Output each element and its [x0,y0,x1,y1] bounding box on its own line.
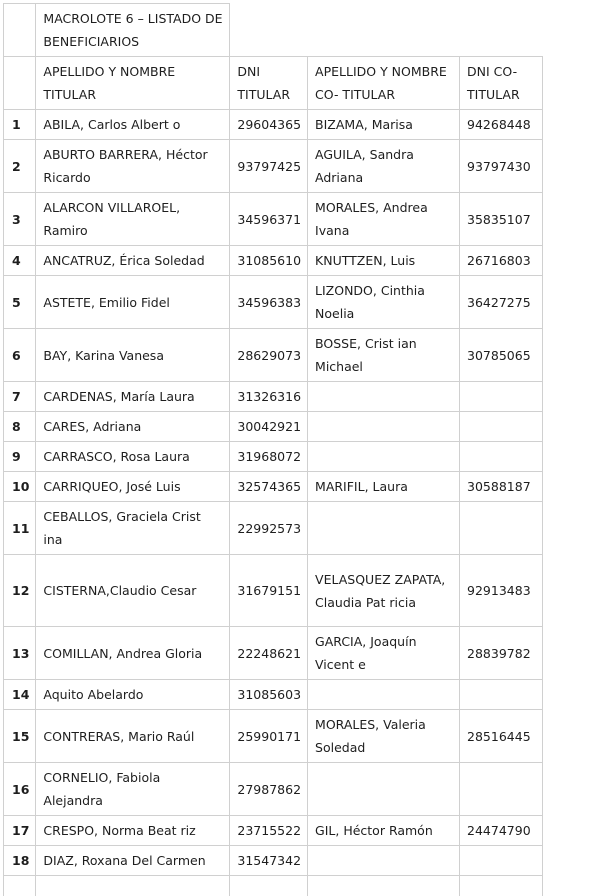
titular-dni: 22248621 [230,627,308,680]
cotitular-dni [460,412,543,442]
cotitular-name: VELASQUEZ ZAPATA, Claudia Pat ricia [308,555,460,627]
header-dni-cotitular: DNI CO- TITULAR [460,57,543,110]
titular-name: DIAZ, Roxana Del Carmen [36,846,230,876]
cotitular-name: MORALES, Andrea Ivana [308,193,460,246]
cotitular-name [308,412,460,442]
cotitular-name [308,680,460,710]
cotitular-name: AGUILA, Sandra Adriana [308,140,460,193]
titular-dni: 31547342 [230,846,308,876]
cotitular-dni [460,502,543,555]
cotitular-name: LIZONDO, Cinthia Noelia [308,276,460,329]
cotitular-dni: 28516445 [460,710,543,763]
titular-name: CONTRERAS, Mario Raúl [36,710,230,763]
titular-dni: 30042921 [230,412,308,442]
row-number: 15 [4,710,36,763]
header-num [4,57,36,110]
cotitular-dni [460,680,543,710]
table-row [4,276,543,329]
titular-dni: 31085603 [230,680,308,710]
cotitular-name [308,846,460,876]
row-number: 7 [4,382,36,412]
titular-name: CARDENAS, María Laura [36,382,230,412]
table-row [4,412,543,442]
cotitular-name: MARIFIL, Laura [308,472,460,502]
titular-name: Aquito Abelardo [36,680,230,710]
table-row [4,110,543,140]
header-cotitular: APELLIDO Y NOMBRE CO- TITULAR [308,57,460,110]
header-titular: APELLIDO Y NOMBRE TITULAR [36,57,230,110]
row-number: 2 [4,140,36,193]
cotitular-name [308,382,460,412]
table-row [4,472,543,502]
table-row [4,816,543,846]
row-number: 10 [4,472,36,502]
cotitular-name: MORALES, Valeria Soledad [308,710,460,763]
title-blank-cell [4,4,36,57]
table-title: MACROLOTE 6 – LISTADO DE BENEFICIARIOS [36,4,230,57]
cotitular-dni [460,846,543,876]
row-number: 8 [4,412,36,442]
beneficiaries-table [3,3,543,896]
titular-dni: 34596371 [230,193,308,246]
row-number: 1 [4,110,36,140]
titular-dni: 23715522 [230,816,308,846]
titular-name: BAY, Karina Vanesa [36,329,230,382]
titular-dni: 32574365 [230,472,308,502]
titular-name: ALARCON VILLAROEL, Ramiro [36,193,230,246]
table-row [4,140,543,193]
cotitular-name [308,442,460,472]
titular-dni: 31679151 [230,555,308,627]
table-row [4,442,543,472]
table-row [4,193,543,246]
table-row [4,846,543,876]
cotitular-name: BIZAMA, Marisa [308,110,460,140]
titular-name: CARRIQUEO, José Luis [36,472,230,502]
titular-name: CARRASCO, Rosa Laura [36,442,230,472]
table-row [4,710,543,763]
row-number: 16 [4,763,36,816]
row-number: 9 [4,442,36,472]
table-row [4,763,543,816]
cotitular-dni: 26716803 [460,246,543,276]
titular-name: CORNELIO, Fabiola Alejandra [36,763,230,816]
cotitular-dni: 93797430 [460,140,543,193]
row-number: 3 [4,193,36,246]
header-row [4,57,543,110]
titular-dni: 29604365 [230,110,308,140]
titular-dni: 28629073 [230,329,308,382]
row-number: 6 [4,329,36,382]
cotitular-name: GIL, Héctor Ramón [308,816,460,846]
titular-name: ASTETE, Emilio Fidel [36,276,230,329]
cotitular-name: KNUTTZEN, Luis [308,246,460,276]
cotitular-dni [460,442,543,472]
table-row [4,555,543,627]
titular-name: COMILLAN, Andrea Gloria [36,627,230,680]
table-row [4,382,543,412]
titular-dni: 27987862 [230,763,308,816]
table-row-partial [4,876,543,896]
cotitular-name [308,763,460,816]
titular-name: ABILA, Carlos Albert o [36,110,230,140]
row-number: 17 [4,816,36,846]
row-number: 14 [4,680,36,710]
row-number: 12 [4,555,36,627]
cotitular-dni [460,763,543,816]
cotitular-dni: 30785065 [460,329,543,382]
row-number: 4 [4,246,36,276]
table-row [4,680,543,710]
row-number: 18 [4,846,36,876]
cotitular-dni: 24474790 [460,816,543,846]
titular-name: CEBALLOS, Graciela Crist ina [36,502,230,555]
row-number: 13 [4,627,36,680]
titular-dni: 31085610 [230,246,308,276]
titular-dni: 22992573 [230,502,308,555]
titular-dni: 31326316 [230,382,308,412]
titular-dni: 25990171 [230,710,308,763]
row-number: 5 [4,276,36,329]
titular-name: ANCATRUZ, Érica Soledad [36,246,230,276]
titular-dni: 34596383 [230,276,308,329]
table-row [4,246,543,276]
table-row [4,502,543,555]
titular-dni: 93797425 [230,140,308,193]
cotitular-name: BOSSE, Crist ian Michael [308,329,460,382]
cotitular-dni: 92913483 [460,555,543,627]
cotitular-dni [460,382,543,412]
cotitular-dni: 35835107 [460,193,543,246]
titular-name: CARES, Adriana [36,412,230,442]
header-dni-titular: DNI TITULAR [230,57,308,110]
cotitular-dni: 36427275 [460,276,543,329]
titular-name: CISTERNA,Claudio Cesar [36,555,230,627]
titular-name: CRESPO, Norma Beat riz [36,816,230,846]
table-row [4,627,543,680]
titular-dni: 31968072 [230,442,308,472]
cotitular-dni: 28839782 [460,627,543,680]
cotitular-dni: 94268448 [460,110,543,140]
cotitular-name [308,502,460,555]
cotitular-dni: 30588187 [460,472,543,502]
title-row [4,4,543,57]
titular-name: ABURTO BARRERA, Héctor Ricardo [36,140,230,193]
cotitular-name: GARCIA, Joaquín Vicent e [308,627,460,680]
table-row [4,329,543,382]
row-number: 11 [4,502,36,555]
